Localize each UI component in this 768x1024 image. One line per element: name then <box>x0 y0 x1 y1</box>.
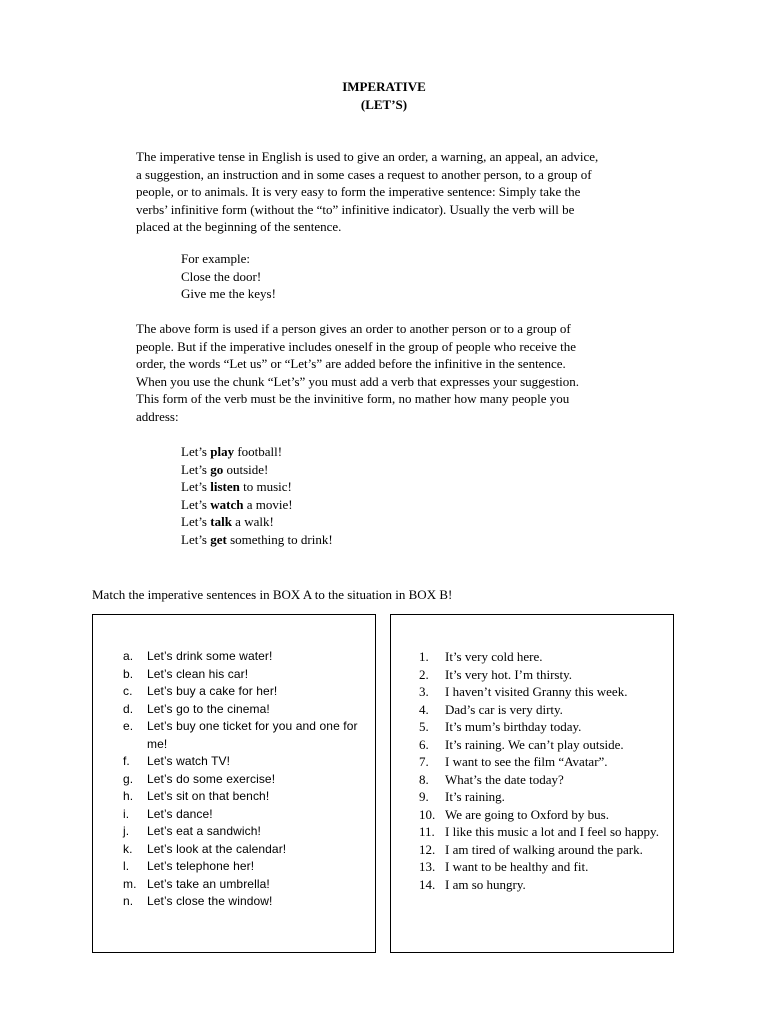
box-b-item <box>419 841 669 859</box>
box-a-item <box>123 788 363 806</box>
box-a-item-text: Let’s close the window! <box>147 894 273 908</box>
box-b-item <box>419 823 669 841</box>
box-b-item-marker: 6. <box>419 736 429 752</box>
box-b-item-text: I am so hungry. <box>445 876 526 892</box>
example-sentence: Give me the keys! <box>181 286 276 301</box>
intro-line: The imperative tense in English is used to give an order, a warning, an appeal, an advice, <box>136 149 599 164</box>
intro-line: a suggestion, an instruction and in some cases a request to another person, to a group of <box>136 166 592 182</box>
box-b-item <box>419 788 669 806</box>
box-a-item <box>123 648 363 666</box>
box-a-list <box>123 648 363 911</box>
box-a-item-marker: k. <box>123 841 133 856</box>
box-b-item-marker: 2. <box>419 666 429 682</box>
box-a-item-marker: e. <box>123 719 134 733</box>
box-b-item-text: It’s mum’s birthday today. <box>445 719 582 734</box>
box-b-item <box>419 736 669 754</box>
box-a-item <box>123 823 363 841</box>
box-a-item-text: Let’s look at the calendar! <box>147 841 287 856</box>
box-b-item-marker: 3. <box>419 684 429 699</box>
box-a-item-text: Let’s drink some water! <box>147 649 273 663</box>
box-b-item <box>419 701 669 719</box>
lets-example: Let’s play football! <box>181 444 283 459</box>
box-a-item-text: Let’s go to the cinema! <box>147 701 270 716</box>
box-a-item-marker: l. <box>123 859 130 873</box>
box-b-item <box>419 753 669 771</box>
box-a-item-marker: m. <box>123 876 137 891</box>
box-b-item-marker: 7. <box>419 754 429 769</box>
intro-line: placed at the beginning of the sentence. <box>136 219 342 234</box>
intro-paragraph <box>136 148 681 236</box>
exercise-instruction: Match the imperative sentences in BOX A to the situation in BOX B! <box>92 587 453 602</box>
box-a-item <box>123 771 363 789</box>
lets-example: Let’s get something to drink! <box>181 531 333 547</box>
box-a-item <box>123 858 363 876</box>
box-b-item-text: What’s the date today? <box>445 771 564 787</box>
box-a-item-marker: d. <box>123 701 134 716</box>
box-b-item <box>419 648 669 666</box>
explanation-paragraph <box>136 320 681 425</box>
box-a-item-text: Let’s take an umbrella! <box>147 876 270 891</box>
box-a-item-text: Let’s dance! <box>147 806 213 821</box>
box-b-item-text: I am tired of walking around the park. <box>445 841 643 857</box>
box-b-item <box>419 876 669 894</box>
box-b-item-text: I like this music a lot and I feel so happy. <box>445 824 659 839</box>
box-a-item-text: Let’s clean his car! <box>147 666 249 681</box>
box-b-list <box>419 648 669 893</box>
box-b-item <box>419 718 669 736</box>
box-a-item-marker: f. <box>123 754 130 768</box>
explanation-line: address: <box>136 408 179 424</box>
box-a-item-marker: c. <box>123 684 133 698</box>
box-a-item-text: Let’s buy one ticket for you and one for me! <box>147 719 358 751</box>
box-a-item <box>123 718 363 753</box>
explanation-line: This form of the verb must be the invinitive form, no mather how many people you <box>136 391 570 406</box>
box-b-item-text: I want to see the film “Avatar”. <box>445 754 608 769</box>
box-b-item-marker: 10. <box>419 806 436 822</box>
box-b-item-text: It’s raining. We can’t play outside. <box>445 736 624 752</box>
box-a-item-marker: h. <box>123 789 134 803</box>
intro-line: people, or to animals. It is very easy to form the imperative sentence: Simply take the <box>136 184 581 199</box>
box-a-item <box>123 683 363 701</box>
box-a-item-text: Let’s eat a sandwich! <box>147 824 261 838</box>
page-subtitle: (LET’S) <box>360 97 408 112</box>
box-b-item <box>419 771 669 789</box>
box-a-item-marker: a. <box>123 649 134 663</box>
box-b-item-text: I haven’t visited Granny this week. <box>445 684 628 699</box>
box-b-item-marker: 4. <box>419 701 429 717</box>
lets-example: Let’s go outside! <box>181 461 269 477</box>
box-b-item-text: We are going to Oxford by bus. <box>445 806 609 822</box>
explanation-line: The above form is used if a person gives an order to another person or to a group of <box>136 321 571 336</box>
box-b-item-marker: 11. <box>419 824 435 839</box>
box-b-item <box>419 806 669 824</box>
box-b-item <box>419 666 669 684</box>
example-block <box>181 250 581 303</box>
box-a-item-text: Let’s watch TV! <box>147 754 231 768</box>
box-a-item <box>123 806 363 824</box>
box-a-item-text: Let’s sit on that bench! <box>147 789 270 803</box>
box-b-item <box>419 858 669 876</box>
explanation-line: When you use the chunk “Let’s” you must add a verb that expresses your suggestion. <box>136 373 579 389</box>
page-title: IMPERATIVE <box>342 79 426 94</box>
box-a-item-marker: j. <box>123 824 130 838</box>
example-sentence: Close the door! <box>181 268 262 284</box>
box-a-item-marker: g. <box>123 771 134 786</box>
box-a-item-text: Let’s telephone her! <box>147 859 255 873</box>
box-b-item-text: It’s very hot. I’m thirsty. <box>445 666 572 682</box>
box-a-item <box>123 701 363 719</box>
box-b <box>390 614 674 953</box>
box-b-item-text: I want to be healthy and fit. <box>445 859 589 874</box>
explanation-line: people. But if the imperative includes oneself in the group of people who receive the <box>136 338 577 354</box>
box-b-item-marker: 14. <box>419 876 436 892</box>
box-b-item-text: It’s raining. <box>445 789 505 804</box>
example-label: For example: <box>181 251 250 266</box>
box-a-item-marker: n. <box>123 894 134 908</box>
box-b-item-marker: 5. <box>419 719 429 734</box>
lets-example: Let’s watch a movie! <box>181 496 293 512</box>
box-a-item <box>123 753 363 771</box>
box-a-item <box>123 841 363 859</box>
box-a-item <box>123 666 363 684</box>
box-b-item-marker: 12. <box>419 841 436 857</box>
intro-line: verbs’ infinitive form (without the “to” infinitive indicator). Usually the verb will be <box>136 201 575 217</box>
box-a-item-marker: b. <box>123 666 134 681</box>
lets-example: Let’s talk a walk! <box>181 514 274 529</box>
box-b-item-text: It’s very cold here. <box>445 649 543 664</box>
box-a-item-text: Let’s do some exercise! <box>147 771 276 786</box>
lets-examples <box>181 443 581 548</box>
box-b-item-marker: 9. <box>419 789 429 804</box>
box-a-item-text: Let’s buy a cake for her! <box>147 684 278 698</box>
box-b-item-text: Dad’s car is very dirty. <box>445 701 563 717</box>
box-b-item-marker: 8. <box>419 771 429 787</box>
box-b-item-marker: 13. <box>419 859 436 874</box>
box-a-item-marker: i. <box>123 806 130 821</box>
box-b-item-marker: 1. <box>419 649 429 664</box>
box-a <box>92 614 376 953</box>
explanation-line: order, the words “Let us” or “Let’s” are added before the infinitive in the sentence. <box>136 356 566 371</box>
box-a-item <box>123 876 363 894</box>
box-a-item <box>123 893 363 911</box>
box-b-item <box>419 683 669 701</box>
lets-example: Let’s listen to music! <box>181 479 292 494</box>
